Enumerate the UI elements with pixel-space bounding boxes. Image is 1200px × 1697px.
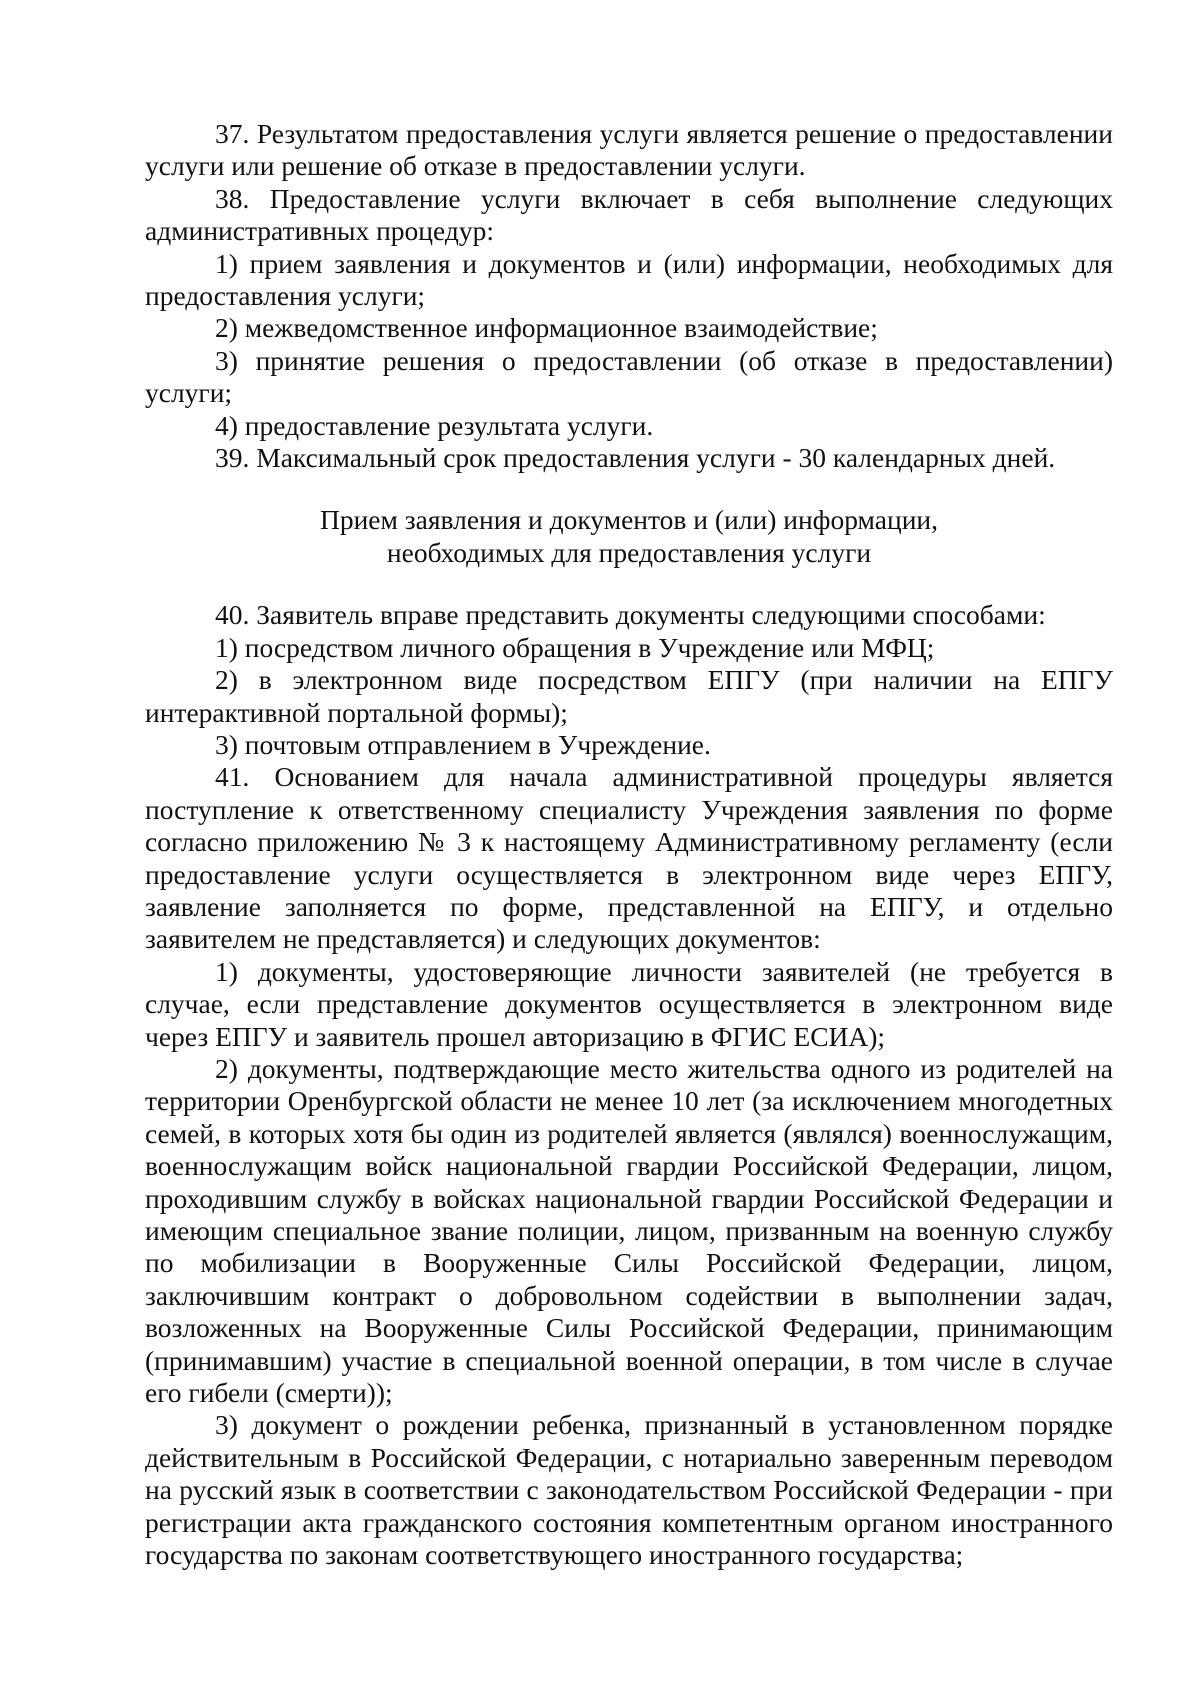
paragraph-40: 40. Заявитель вправе представить документы следующими способами:: [215, 599, 1046, 631]
paragraph-37: 37. Результатом предоставления услуги является решение о предоставлении услуги или решение об отказе в предоставлении услуги.: [145, 118, 1113, 182]
section-heading: [145, 504, 1113, 569]
document-page: [145, 118, 1113, 1571]
paragraph-38: 38. Предоставление услуги включает в себя выполнение следующих административных процедур:: [145, 182, 1113, 247]
list-item: 3) почтовым отправлением в Учреждение.: [215, 728, 711, 760]
paragraphs-bottom: [145, 599, 1113, 1571]
list-item: 4) предоставление результата услуги.: [215, 409, 654, 441]
list-item: 3) принятие решения о предоставлении (об отказе в предоставлении) услуги;: [145, 344, 1113, 409]
list-item: 2) межведомственное информационное взаимодействие;: [215, 312, 878, 344]
list-item: 2) документы, подтверждающие место жительства одного из родителей на территории Оренбургской области не менее 10 лет (за исключением многодетных семей, в которых хотя бы один из родителей является (являлся) военнослужащим, военнослужащим войск национальной гвардии Российской Федерации, лицом, проходившим службу в войсках национальной гвардии Российской Федерации и имеющим специальное звание полиции, лицом, призванным на военную службу по мобилизации в Вооруженные Силы Российской Федерации, лицом, заключившим контракт о добровольном содействии в выполнении задач, возложенных на Вооруженные Силы Российской Федерации, принимающим (принимавшим) участие в специальной военной операции, в том числе в случае его гибели (смерти));: [145, 1052, 1113, 1409]
section-heading-line-1: Прием заявления и документов и (или) информации,: [319, 504, 939, 536]
paragraphs-top: [145, 118, 1113, 474]
list-item: 3) документ о рождении ребенка, признанный в установленном порядке действительным в Российской Федерации, с нотариально заверенным переводом на русский язык в соответствии с законодательством Российской Федерации - при регистрации акта гражданского состояния компетентным органом иностранного государства по законам соответствующего иностранного государства;: [145, 1409, 1113, 1571]
list-item: 2) в электронном виде посредством ЕПГУ (при наличии на ЕПГУ интерактивной портальной формы);: [145, 664, 1113, 728]
list-item: 1) прием заявления и документов и (или) информации, необходимых для предоставления услуги;: [145, 247, 1113, 312]
paragraph-39: 39. Максимальный срок предоставления услуги - 30 календарных дней.: [215, 442, 1056, 474]
paragraph-41: 41. Основанием для начала административной процедуры является поступление к ответственному специалисту Учреждения заявления по форме согласно приложению № 3 к настоящему Административному регламенту (если предоставление услуги осуществляется в электронном виде через ЕПГУ, заявление заполняется по форме, представленной на ЕПГУ, и отдельно заявителем не представляется) и следующих документов:: [145, 761, 1113, 955]
list-item: 1) посредством личного обращения в Учреждение или МФЦ;: [215, 631, 935, 663]
list-item: 1) документы, удостоверяющие личности заявителей (не требуется в случае, если представление документов осуществляется в электронном виде через ЕПГУ и заявитель прошел авторизацию в ФГИС ЕСИА);: [145, 955, 1113, 1052]
section-heading-line-2: необходимых для предоставления услуги: [386, 536, 872, 568]
